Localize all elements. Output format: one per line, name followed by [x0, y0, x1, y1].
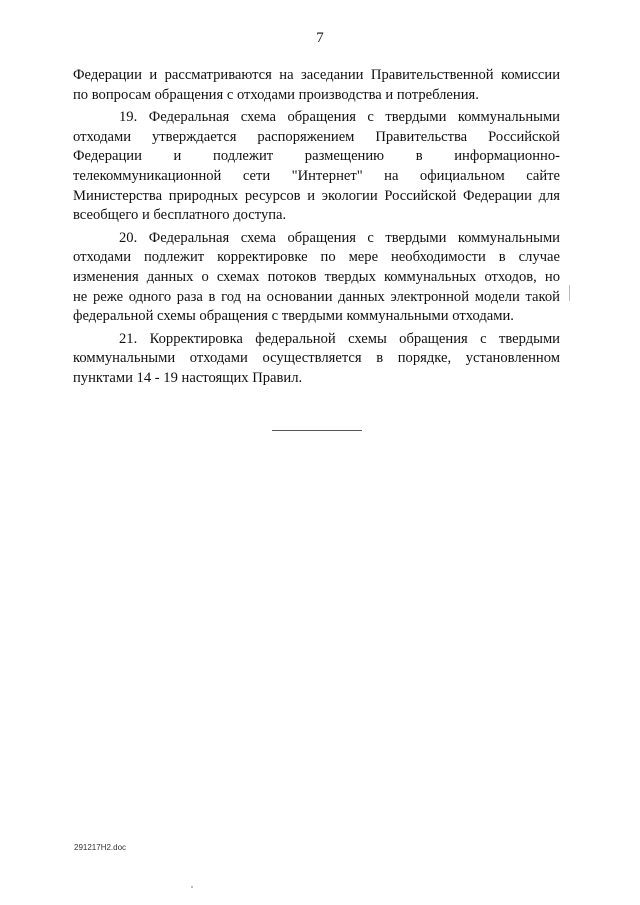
text-line: Министерства природных ресурсов и экологии Российской Федерации для	[73, 187, 560, 204]
text-line: 21. Корректировка федеральной схемы обращения с твердыми	[119, 330, 560, 347]
scan-speck	[191, 886, 193, 888]
text-line: 20. Федеральная схема обращения с твердыми коммунальными	[119, 229, 560, 246]
text-line: по вопросам обращения с отходами производства и потребления.	[73, 86, 479, 103]
document-body	[73, 66, 560, 392]
text-line: телекоммуникационной сети "Интернет" на официальном сайте	[73, 167, 560, 184]
text-line: Федерации и рассматриваются на заседании Правительственной комиссии	[73, 67, 560, 83]
margin-mark	[569, 285, 570, 301]
text-line: 19. Федеральная схема обращения с твердыми коммунальными	[119, 109, 560, 126]
text-line: отходами утверждается распоряжением Правительства Российской	[73, 128, 560, 145]
file-name-footer: 291217H2.doc	[74, 843, 127, 852]
text-line: пунктами 14 - 19 настоящих Правил.	[73, 369, 303, 386]
paragraph-continuation	[73, 66, 560, 105]
paragraph-20	[73, 229, 560, 327]
text-line: не реже одного раза в год на основании данных электронной модели такой	[73, 288, 560, 305]
text-line: федеральной схемы обращения с твердыми коммунальными отходами.	[73, 308, 514, 325]
text-line: отходами подлежит корректировке по мере необходимости в случае	[73, 249, 560, 266]
text-line: Федерации и подлежит размещению в информационно-	[73, 148, 560, 165]
text-line: изменения данных о схемах потоков твердых коммунальных отходов, но	[73, 268, 560, 285]
paragraph-19	[73, 108, 560, 226]
text-line: всеобщего и бесплатного доступа.	[73, 207, 287, 224]
text-line: коммунальными отходами осуществляется в порядке, установленном	[73, 350, 560, 367]
page-number: 7	[316, 30, 324, 46]
paragraph-21	[73, 330, 560, 389]
end-divider	[272, 430, 362, 431]
